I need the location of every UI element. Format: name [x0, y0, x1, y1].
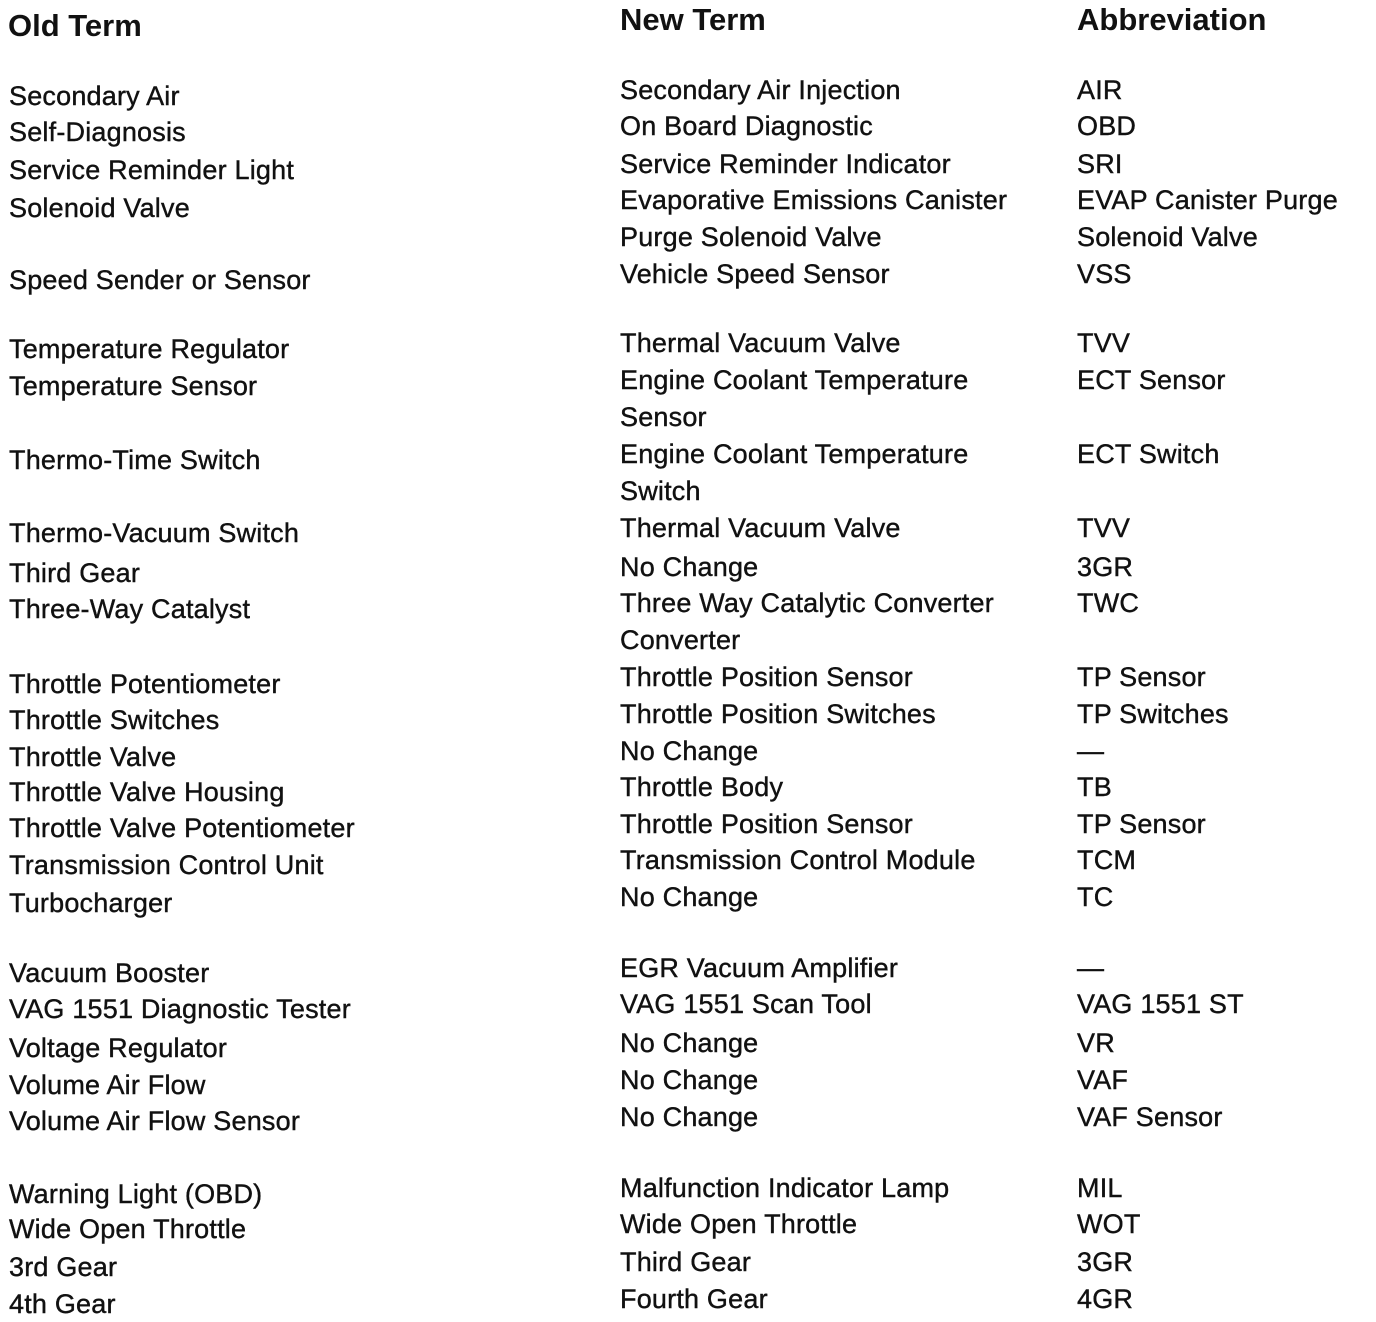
old-term-cell: Volume Air Flow Sensor: [9, 1106, 301, 1136]
new-term-cell: Transmission Control Module: [620, 845, 976, 875]
new-term-cell: On Board Diagnostic: [620, 111, 873, 141]
new-term-cell: No Change: [620, 736, 759, 766]
old-term-cell: Throttle Valve: [9, 742, 177, 772]
old-term-cell: Temperature Sensor: [9, 371, 258, 401]
abbreviation-cell: AIR: [1077, 75, 1123, 105]
old-term-cell: Throttle Switches: [9, 705, 220, 735]
abbreviation-cell: Solenoid Valve: [1077, 222, 1258, 252]
new-term-cell: Evaporative Emissions Canister: [620, 185, 1008, 215]
abbreviation-cell: 3GR: [1077, 552, 1134, 582]
new-term-cell: Third Gear: [620, 1247, 752, 1277]
header-old-term: Old Term: [8, 8, 142, 43]
new-term-cell: Wide Open Throttle: [620, 1209, 858, 1239]
new-term-cell: No Change: [620, 552, 759, 582]
abbreviation-cell: ECT Sensor: [1077, 365, 1226, 395]
new-term-cell: No Change: [620, 1065, 759, 1095]
old-term-cell: Vacuum Booster: [9, 958, 210, 988]
abbreviation-cell: MIL: [1077, 1173, 1123, 1203]
new-term-cell: Throttle Position Sensor: [620, 809, 913, 839]
old-term-cell: Service Reminder Light: [9, 155, 295, 185]
new-term-cell: Secondary Air Injection: [620, 75, 901, 105]
abbreviation-cell: SRI: [1077, 149, 1123, 179]
abbreviation-cell: ECT Switch: [1077, 439, 1220, 469]
new-term-cell: Throttle Position Switches: [620, 699, 936, 729]
abbreviation-cell: VAG 1551 ST: [1077, 989, 1244, 1019]
abbreviation-cell: TC: [1077, 882, 1114, 912]
old-term-cell: Volume Air Flow: [9, 1070, 206, 1100]
old-term-cell: 4th Gear: [9, 1289, 116, 1319]
new-term-cell: Throttle Position Sensor: [620, 662, 913, 692]
abbreviation-cell: VSS: [1077, 259, 1132, 289]
abbreviation-cell: TP Sensor: [1077, 809, 1206, 839]
old-term-cell: Transmission Control Unit: [9, 850, 324, 880]
header-new-term: New Term: [620, 2, 766, 37]
new-term-cell: Vehicle Speed Sensor: [620, 259, 890, 289]
old-term-cell: Self-Diagnosis: [9, 117, 186, 147]
abbreviation-cell: TP Sensor: [1077, 662, 1206, 692]
new-term-cell: Service Reminder Indicator: [620, 149, 951, 179]
old-term-cell: Turbocharger: [9, 888, 173, 918]
old-term-cell: Secondary Air: [9, 81, 180, 111]
new-term-cell: No Change: [620, 1028, 759, 1058]
old-term-cell: Throttle Valve Housing: [9, 777, 285, 807]
old-term-cell: VAG 1551 Diagnostic Tester: [9, 994, 351, 1024]
old-term-cell: 3rd Gear: [9, 1252, 118, 1282]
old-term-cell: Throttle Valve Potentiometer: [9, 813, 355, 843]
abbreviation-cell: —: [1077, 736, 1105, 766]
new-term-cell: No Change: [620, 882, 759, 912]
abbreviation-cell: TVV: [1077, 328, 1131, 358]
new-term-cell: Converter: [620, 625, 741, 655]
header-abbreviation: Abbreviation: [1077, 2, 1267, 37]
new-term-cell: Three Way Catalytic Converter: [620, 588, 994, 618]
new-term-cell: Malfunction Indicator Lamp: [620, 1173, 950, 1203]
old-term-cell: Throttle Potentiometer: [9, 669, 281, 699]
abbreviation-cell: VR: [1077, 1028, 1115, 1058]
abbreviation-cell: TVV: [1077, 513, 1131, 543]
new-term-cell: No Change: [620, 1102, 759, 1132]
abbreviation-cell: 3GR: [1077, 1247, 1134, 1277]
new-term-cell: Fourth Gear: [620, 1284, 768, 1314]
new-term-cell: Switch: [620, 476, 701, 506]
abbreviation-cell: 4GR: [1077, 1284, 1134, 1314]
old-term-cell: Temperature Regulator: [9, 334, 290, 364]
new-term-cell: EGR Vacuum Amplifier: [620, 953, 899, 983]
new-term-cell: Thermal Vacuum Valve: [620, 328, 901, 358]
abbreviation-cell: OBD: [1077, 111, 1137, 141]
new-term-cell: Thermal Vacuum Valve: [620, 513, 901, 543]
abbreviation-cell: VAF Sensor: [1077, 1102, 1223, 1132]
old-term-cell: Thermo-Time Switch: [9, 445, 261, 475]
old-term-cell: Solenoid Valve: [9, 193, 190, 223]
new-term-cell: Throttle Body: [620, 772, 784, 802]
abbreviation-cell: TP Switches: [1077, 699, 1229, 729]
new-term-cell: Engine Coolant Temperature: [620, 439, 969, 469]
old-term-cell: Speed Sender or Sensor: [9, 265, 311, 295]
old-term-cell: Voltage Regulator: [9, 1033, 228, 1063]
new-term-cell: VAG 1551 Scan Tool: [620, 989, 872, 1019]
abbreviation-cell: TCM: [1077, 845, 1137, 875]
abbreviation-cell: TB: [1077, 772, 1112, 802]
new-term-cell: Sensor: [620, 402, 707, 432]
old-term-cell: Wide Open Throttle: [9, 1214, 247, 1244]
old-term-cell: Three-Way Catalyst: [9, 594, 251, 624]
new-term-cell: Purge Solenoid Valve: [620, 222, 882, 252]
old-term-cell: Thermo-Vacuum Switch: [9, 518, 300, 548]
abbreviation-cell: VAF: [1077, 1065, 1129, 1095]
old-term-cell: Warning Light (OBD): [9, 1179, 263, 1209]
abbreviation-cell: —: [1077, 953, 1105, 983]
new-term-cell: Engine Coolant Temperature: [620, 365, 969, 395]
abbreviation-cell: TWC: [1077, 588, 1140, 618]
old-term-cell: Third Gear: [9, 558, 141, 588]
abbreviation-cell: WOT: [1077, 1209, 1141, 1239]
abbreviation-cell: EVAP Canister Purge: [1077, 185, 1338, 215]
